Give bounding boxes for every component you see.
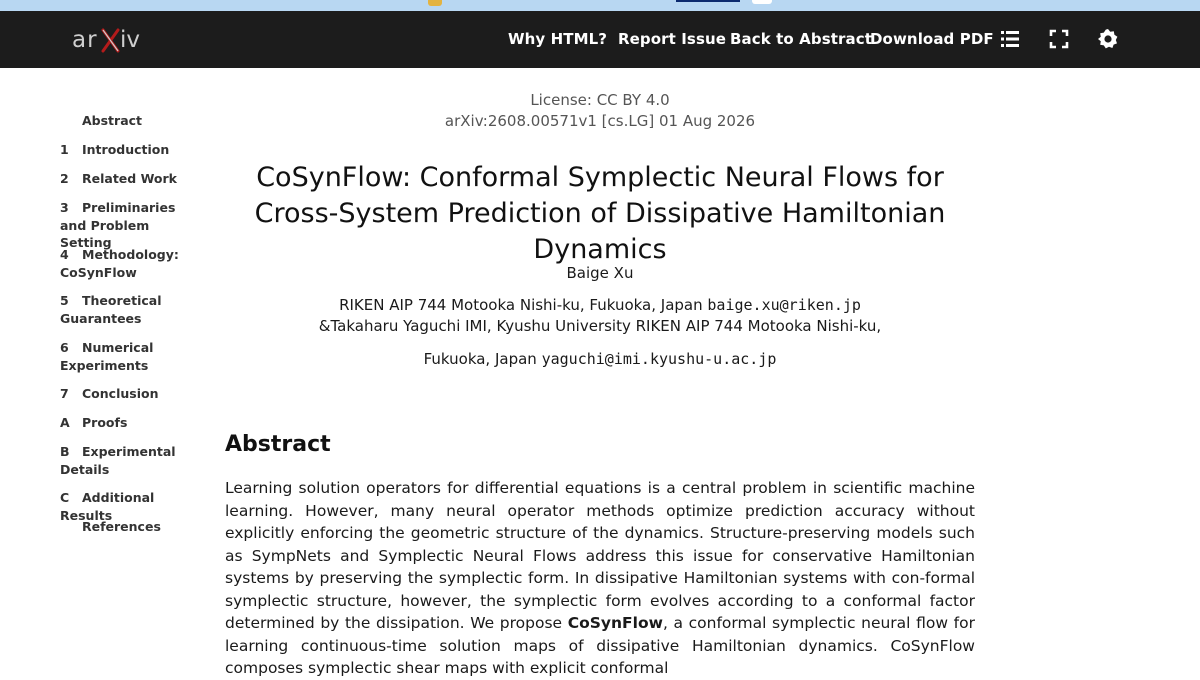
toc-item-numerical-experiments[interactable]: 6 Numerical Experiments <box>60 340 154 373</box>
paper-title: CoSynFlow: Conformal Symplectic Neural Flows for Cross-System Prediction of Dissipative Hamiltonian Dynamics <box>254 162 946 265</box>
svg-text:iv: iv <box>120 27 141 53</box>
toc-item-additional-results[interactable]: C Additional Results <box>60 490 155 523</box>
toc-item-conclusion[interactable]: 7 Conclusion <box>60 386 159 401</box>
toc-item-methodology[interactable]: 4 Methodology: CoSynFlow <box>60 247 179 280</box>
arxiv-id-label: arXiv:2608.00571v1 [cs.LG] 01 Aug 2026 <box>444 112 756 130</box>
svg-text:ar: ar <box>72 27 98 53</box>
affiliation-1-text: RIKEN AIP 744 Motooka Nishi-ku, Fukuoka, Japan <box>339 296 703 314</box>
list-icon[interactable] <box>998 27 1022 51</box>
toc-item-related-work[interactable]: 2 Related Work <box>60 171 177 186</box>
navbar <box>0 11 1200 68</box>
toc-item-references[interactable]: References <box>82 519 161 534</box>
notification-icon <box>428 0 442 6</box>
banner-close-box[interactable] <box>752 0 772 4</box>
arxiv-logo[interactable] <box>72 24 144 56</box>
toc-item-abstract[interactable]: Abstract <box>82 113 143 128</box>
affiliation-2: &Takaharu Yaguchi IMI, Kyushu University RIKEN AIP 744 Motooka Nishi-ku, <box>318 317 882 335</box>
author-name: Baige Xu <box>566 264 634 282</box>
affiliation-3 <box>0 350 1200 368</box>
back-to-abstract-link[interactable]: Back to Abstract <box>730 30 872 48</box>
banner-link[interactable] <box>676 0 740 2</box>
download-pdf-link[interactable]: Download PDF <box>870 30 994 48</box>
method-name: CoSynFlow <box>567 614 663 632</box>
abstract-text-part-2: , a conformal symplectic neural flow for learning continuous-time solution maps of dissipative Hamiltonian dynamics. CoSynFlow composes symplectic shear maps with explicit conformal <box>225 614 975 677</box>
author-email-2: yaguchi@imi.kyushu-u.ac.jp <box>541 350 777 368</box>
affiliation-3-text: Fukuoka, Japan <box>423 350 537 368</box>
toc-item-proofs[interactable]: A Proofs <box>60 415 128 430</box>
author-email-1: baige.xu@riken.jp <box>707 296 861 314</box>
report-issue-link[interactable]: Report Issue <box>618 30 727 48</box>
toc-item-preliminaries[interactable]: 3 Preliminaries and Problem Setting <box>60 200 176 250</box>
why-html-link[interactable]: Why HTML? <box>508 30 608 48</box>
toc-item-introduction[interactable]: 1 Introduction <box>60 142 170 157</box>
toc-item-experimental-details[interactable]: B Experimental Details <box>60 444 176 477</box>
abstract-text <box>225 477 975 680</box>
license-label: License: CC BY 4.0 <box>530 91 670 109</box>
affiliation-1 <box>0 296 1200 314</box>
abstract-text-part-1: Learning solution operators for differential equations is a central problem in scientific machine learning. However, many neural operator methods optimize prediction accuracy without explicitly enforcing the geometric structure of the dynamics. Structure-preserving models such as SympNets and Symplectic Neural Flows address this issue for conservative Hamiltonian systems by preserving the symplectic form. In dissipative Hamiltonian systems with con-formal symplectic structure, however, the symplectic form evolves according to a conformal factor determined by the dissipation. We propose <box>225 479 975 632</box>
settings-icon[interactable] <box>1096 27 1120 51</box>
abstract-heading: Abstract <box>225 432 331 457</box>
browser-top-strip <box>0 0 1200 11</box>
toc-item-theoretical-guarantees[interactable]: 5 Theoretical Guarantees <box>60 293 162 326</box>
fullscreen-icon[interactable] <box>1047 27 1071 51</box>
